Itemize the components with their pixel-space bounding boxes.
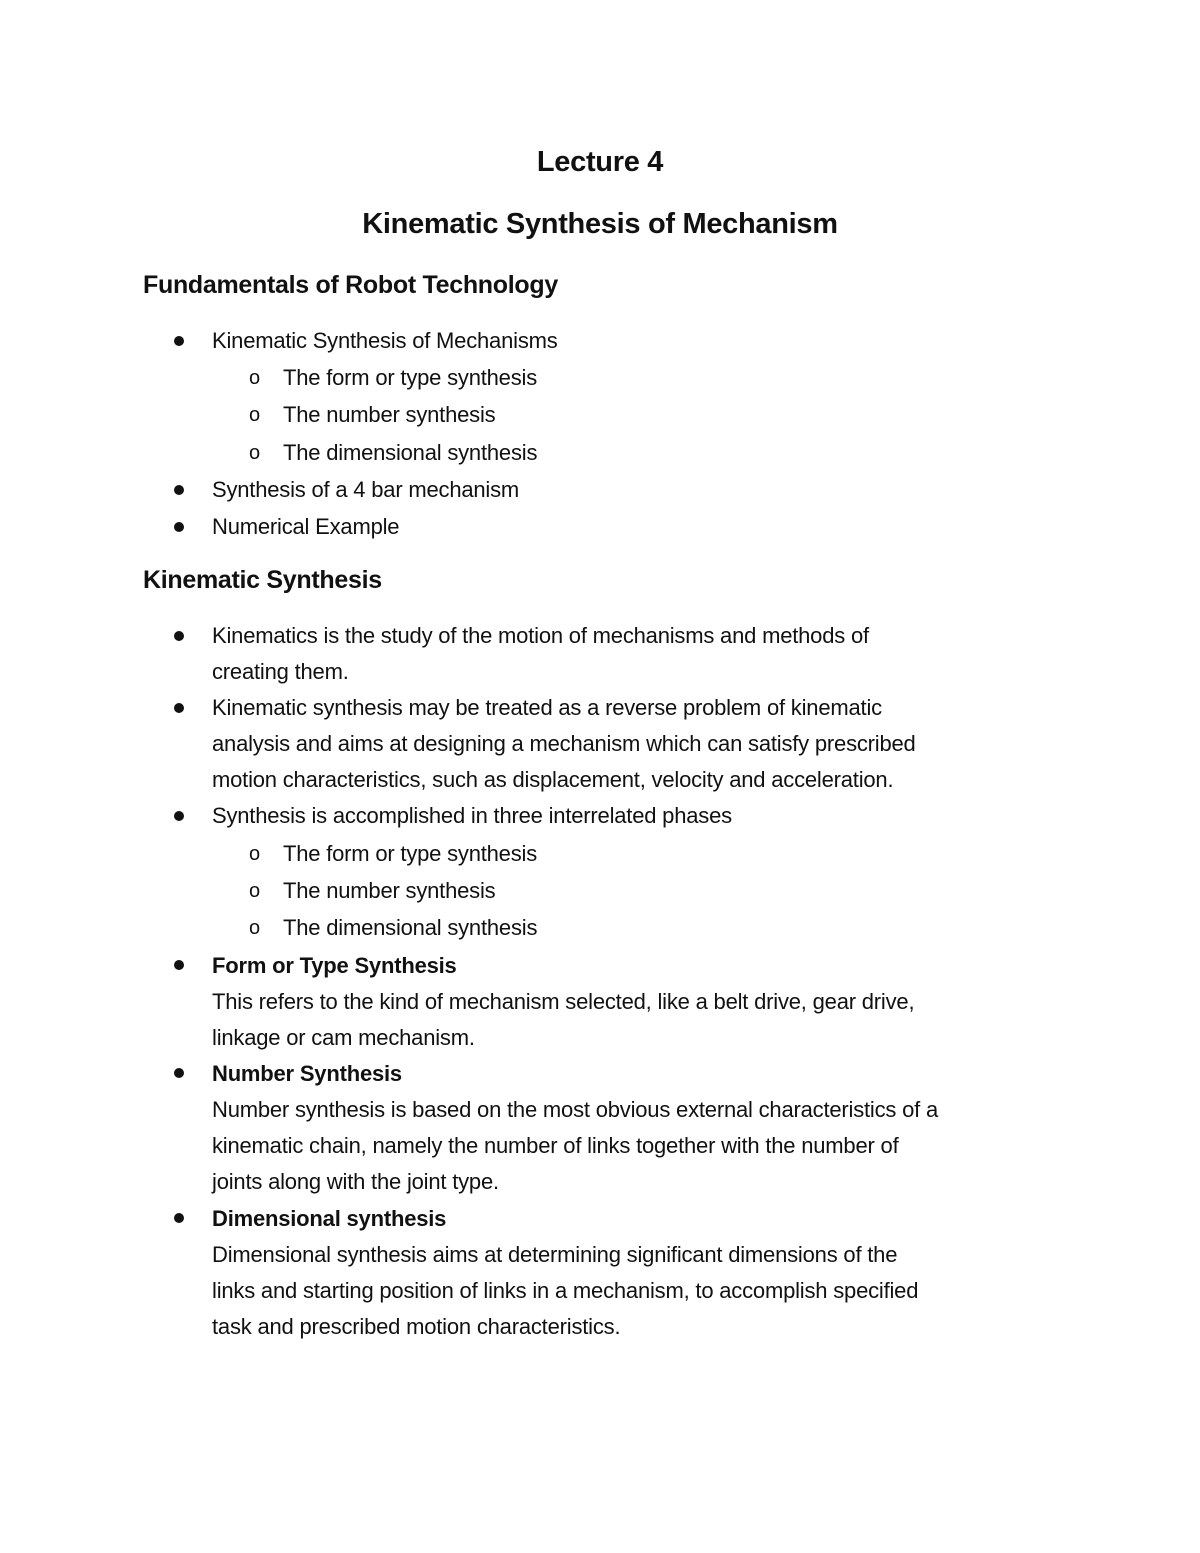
sub-list-item: The dimensional synthesis	[283, 915, 538, 940]
subheading-dimensional-synthesis: Dimensional synthesis	[212, 1206, 447, 1231]
list-item: Numerical Example	[212, 514, 400, 539]
section-heading-fundamentals: Fundamentals of Robot Technology	[143, 271, 558, 299]
sub-bullet-icon: o	[249, 843, 261, 865]
sub-bullet-icon: o	[249, 367, 261, 389]
sub-list-item: The form or type synthesis	[283, 841, 538, 866]
paragraph-line: Kinematics is the study of the motion of mechanisms and methods of	[212, 623, 869, 648]
paragraph-line: analysis and aims at designing a mechanism which can satisfy prescribed	[212, 731, 916, 756]
subheading-number-synthesis: Number Synthesis	[212, 1061, 402, 1086]
bullet-icon	[174, 631, 184, 641]
subheading-form-type-synthesis: Form or Type Synthesis	[212, 953, 457, 978]
bullet-icon	[174, 522, 184, 532]
sub-bullet-icon: o	[249, 880, 261, 902]
paragraph-line: Kinematic synthesis may be treated as a reverse problem of kinematic	[212, 695, 882, 720]
paragraph-line: This refers to the kind of mechanism selected, like a belt drive, gear drive,	[212, 989, 915, 1014]
paragraph-line: Dimensional synthesis aims at determining significant dimensions of the	[212, 1242, 898, 1267]
paragraph-line: joints along with the joint type.	[212, 1169, 499, 1194]
list-item: Synthesis of a 4 bar mechanism	[212, 477, 520, 502]
section-heading-kinematic-synthesis: Kinematic Synthesis	[143, 566, 382, 594]
paragraph-line: task and prescribed motion characteristics.	[212, 1314, 621, 1339]
paragraph-line: creating them.	[212, 659, 349, 684]
paragraph-line: links and starting position of links in a mechanism, to accomplish specified	[212, 1278, 919, 1303]
sub-list-item: The dimensional synthesis	[283, 440, 538, 465]
paragraph-line: Synthesis is accomplished in three interrelated phases	[212, 803, 732, 828]
bullet-icon	[174, 703, 184, 713]
bullet-icon	[174, 811, 184, 821]
sub-bullet-icon: o	[249, 917, 261, 939]
paragraph-line: motion characteristics, such as displacement, velocity and acceleration.	[212, 767, 894, 792]
bullet-icon	[174, 336, 184, 346]
paragraph-line: kinematic chain, namely the number of links together with the number of	[212, 1133, 899, 1158]
sub-bullet-icon: o	[249, 442, 261, 464]
sub-list-item: The number synthesis	[283, 878, 496, 903]
bullet-icon	[174, 1068, 184, 1078]
bullet-icon	[174, 1213, 184, 1223]
bullet-icon	[174, 960, 184, 970]
list-item: Kinematic Synthesis of Mechanisms	[212, 328, 558, 353]
sub-list-item: The form or type synthesis	[283, 365, 538, 390]
paragraph-line: Number synthesis is based on the most obvious external characteristics of a	[212, 1097, 939, 1122]
page-title: Lecture 4	[536, 146, 664, 178]
sub-list-item: The number synthesis	[283, 402, 496, 427]
paragraph-line: linkage or cam mechanism.	[212, 1025, 475, 1050]
bullet-icon	[174, 485, 184, 495]
page-subtitle: Kinematic Synthesis of Mechanism	[362, 208, 838, 240]
sub-bullet-icon: o	[249, 404, 261, 426]
